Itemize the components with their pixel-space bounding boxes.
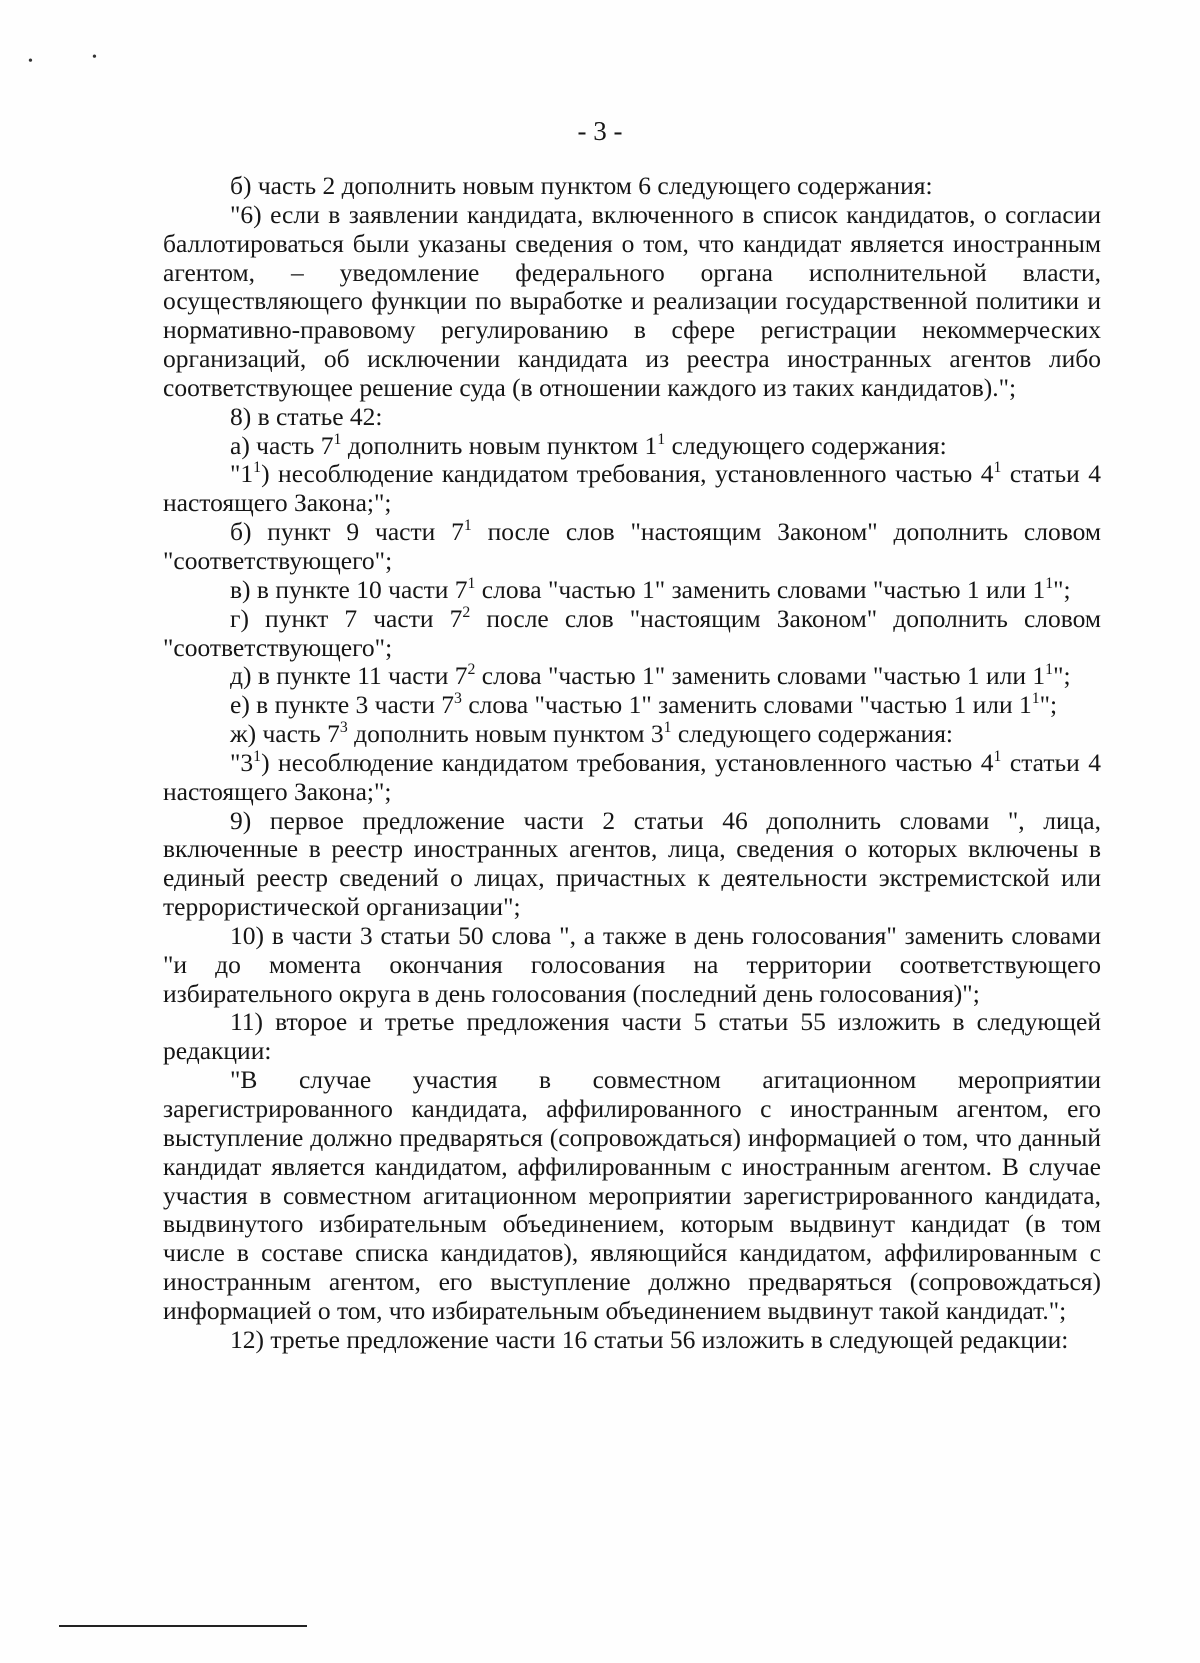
superscript: 1	[1045, 575, 1054, 593]
superscript: 2	[467, 661, 476, 679]
superscript: 3	[454, 690, 462, 708]
paragraph-text: дополнить новым пунктом 1	[341, 430, 658, 460]
paragraph-text: следующего содержания:	[671, 719, 954, 749]
paragraph	[163, 1008, 1101, 1066]
paragraph-text: "6) если в заявлении кандидата, включенного в список кандидатов, о согласии баллотироваться были указаны сведения о том, что кандидат является иностранным агентом, – уведомление федерального органа исполнительной власти, осуществляющего функции по выработке и реализации государственной политики и нормативно-правовому регулированию в сфере регистрации некоммерческих организаций, об исключении кандидата из реестра иностранных агентов либо соответствующее решение суда (в отношении каждого из таких кандидатов).";	[163, 199, 1101, 402]
paragraph-text: следующего содержания:	[665, 430, 947, 460]
paragraph-text: дополнить новым пунктом 3	[347, 719, 664, 749]
paragraph	[163, 807, 1101, 922]
paragraph-text: 8) в статье 42:	[230, 401, 383, 431]
paragraph-text: 10) в части 3 статьи 50 слова ", а также в день голосования" заменить словами "и до момента окончания голосования на территории соответствующего избирательного округа в день голосования (последний день голосования)";	[163, 920, 1101, 1008]
paragraph	[163, 460, 1101, 518]
paragraph	[163, 720, 1101, 749]
superscript: 1	[1045, 661, 1054, 679]
paragraph	[163, 201, 1101, 403]
paragraph	[163, 172, 1101, 201]
paragraph-text: статьи 4 настоящего Закона;";	[163, 459, 1101, 518]
superscript: 1	[333, 430, 342, 448]
paragraph-text: слова "частью 1" заменить словами "частью 1 или 1	[461, 690, 1032, 720]
paragraph	[163, 403, 1101, 432]
superscript: 3	[339, 719, 348, 737]
superscript: 1	[467, 575, 476, 593]
paragraph-text: после слов "настоящим Законом" дополнить словом "соответствующего";	[163, 517, 1101, 575]
paragraph-text: ";	[1053, 574, 1071, 604]
paragraph-text: ж) часть 7	[230, 719, 340, 749]
document-body	[163, 172, 1101, 1355]
paragraph-text: ";	[1039, 690, 1058, 720]
paragraph-text: 11) второе и третье предложения части 5 статьи 55 изложить в следующей редакции:	[163, 1007, 1101, 1066]
scan-mark-right: •	[92, 50, 97, 65]
superscript: 1	[657, 430, 666, 448]
paragraph	[163, 749, 1101, 807]
paragraph-text: б) часть 2 дополнить новым пунктом 6 следующего содержания:	[230, 171, 933, 200]
paragraph-text: а) часть 7	[230, 430, 334, 460]
paragraph	[163, 576, 1101, 605]
paragraph-text: "1	[230, 459, 254, 489]
superscript: 1	[253, 748, 262, 766]
paragraph	[163, 432, 1101, 461]
paragraph	[163, 1326, 1101, 1355]
paragraph-text: 12) третье предложение части 16 статьи 56 изложить в следующей редакции:	[230, 1324, 1069, 1354]
paragraph	[163, 1066, 1101, 1326]
paragraph-text: 9) первое предложение части 2 статьи 46 дополнить словами ", лица, включенные в реестр иностранных агентов, лица, сведения о которых включены в единый реестр сведений о лицах, причастных к деятельности экстремистской или террористической организации";	[163, 805, 1101, 922]
superscript: 2	[462, 603, 471, 621]
paragraph-text: "3	[230, 747, 254, 777]
superscript: 1	[1031, 690, 1040, 708]
superscript: 1	[463, 517, 472, 535]
footnote-divider	[59, 1625, 307, 1627]
scan-mark-left: •	[28, 54, 33, 69]
superscript: 1	[663, 719, 672, 737]
paragraph	[163, 691, 1101, 720]
paragraph	[163, 518, 1101, 576]
paragraph-text: ) несоблюдение кандидатом требования, установленного частью 4	[261, 459, 994, 489]
paragraph-text: ) несоблюдение кандидатом требования, установленного частью 4	[261, 747, 994, 777]
paragraph-text: в) в пункте 10 части 7	[230, 574, 468, 604]
paragraph-text: "В случае участия в совместном агитационном мероприятии зарегистрированного кандидата, аффилированного с иностранным агентом, его выступление должно предваряться (сопровождаться) информацией о том, что данный кандидат является кандидатом, аффилированным с иностранным агентом. В случае участия в совместном агитационном мероприятии зарегистрированного кандидата, выдвинутого избирательным объединением, которым выдвинут кандидат (в том числе в составе списка кандидатов), являющийся кандидатом, аффилированным с иностранным агентом, его выступление должно предваряться (сопровождаться) информацией о том, что избирательным объединением выдвинут такой кандидат.";	[163, 1065, 1101, 1325]
paragraph-text: ";	[1053, 661, 1071, 691]
page-number: - 3 -	[577, 116, 623, 146]
paragraph-text: слова "частью 1" заменить словами "частью 1 или 1	[475, 574, 1046, 604]
paragraph-text: г) пункт 7 части 7	[230, 603, 463, 633]
paragraph-text: б) пункт 9 части 7	[230, 517, 464, 547]
paragraph-text: слова "частью 1" заменить словами "частью 1 или 1	[475, 661, 1046, 691]
paragraph-text: д) в пункте 11 части 7	[230, 661, 468, 691]
superscript: 1	[993, 459, 1002, 477]
paragraph	[163, 605, 1101, 663]
paragraph	[163, 662, 1101, 691]
paragraph	[163, 922, 1101, 1009]
superscript: 1	[993, 748, 1002, 766]
superscript: 1	[253, 459, 262, 477]
paragraph-text: е) в пункте 3 части 7	[230, 690, 455, 720]
paragraph-text: статьи 4 настоящего Закона;";	[163, 747, 1101, 806]
paragraph-text: после слов "настоящим Законом" дополнить словом "соответствующего";	[163, 603, 1101, 662]
